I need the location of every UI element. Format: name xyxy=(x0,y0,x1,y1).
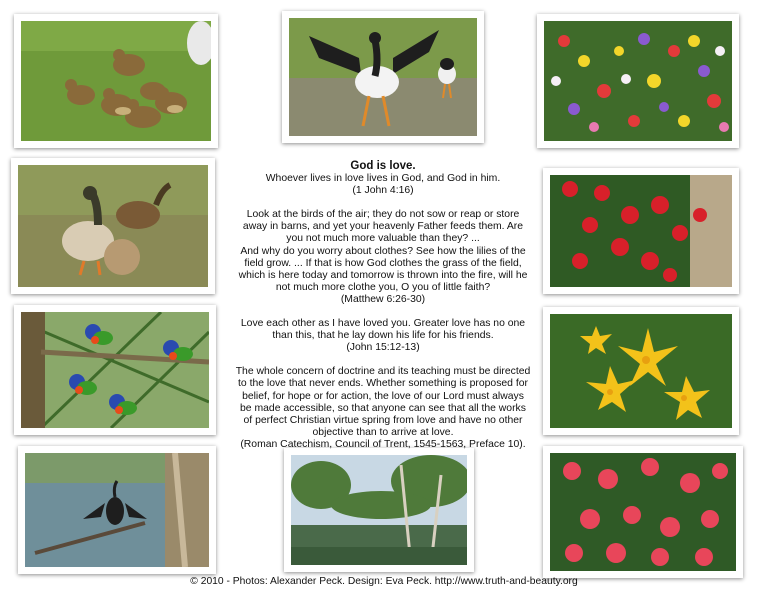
text-line: not much more clothe you, O you of little faith? xyxy=(275,281,491,293)
paragraph-4 xyxy=(224,366,542,451)
photo-ducklings xyxy=(14,14,218,148)
photo-rainbow-lorikeets xyxy=(14,305,216,435)
text-line: Look at the birds of the air; they do not sow or reap or store xyxy=(246,209,520,221)
text-line: to the love that never ends. Whether something is proposed for xyxy=(238,378,528,390)
photo-lake-trees xyxy=(284,448,474,572)
photo-red-flowers xyxy=(543,168,739,294)
text-line: (Roman Catechism, Council of Trent, 1545-1563, Preface 10). xyxy=(240,438,526,450)
photo-pink-flowers xyxy=(543,446,743,578)
text-line: which is here today and tomorrow is thrown into the fire, will he xyxy=(238,269,528,281)
text-line: (Matthew 6:26-30) xyxy=(340,293,426,305)
text-line: you not much more valuable than they? ... xyxy=(286,233,480,245)
text-line: than this, that he lay down his life for his friends. xyxy=(272,330,494,342)
paragraph-3 xyxy=(224,318,542,354)
text-line: of perfect Christian virtue spring from love and have no other xyxy=(243,414,523,426)
paragraph-1 xyxy=(224,173,542,197)
photo-cormorant xyxy=(18,446,216,574)
text-line: away in barns, and yet your heavenly Father feeds them. Are xyxy=(242,221,524,233)
photo-ducks-on-grass xyxy=(11,158,215,294)
photo-magpie-geese xyxy=(282,11,484,143)
text-line: And why do you worry about clothes? See how the lilies of the xyxy=(240,245,526,257)
text-line: (John 15:12-13) xyxy=(346,342,420,354)
text-line: belief, for hope or for action, the love of our Lord must always xyxy=(242,390,524,402)
photo-yellow-lilies xyxy=(543,307,739,435)
scripture-text xyxy=(224,160,542,463)
paragraph-2 xyxy=(224,209,542,306)
text-title: God is love. xyxy=(350,160,416,172)
footer-credits: © 2010 - Photos: Alexander Peck. Design: Eva Peck. http://www.truth-and-beauty.org xyxy=(190,576,578,587)
text-line: Love each other as I have loved you. Greater love has no one xyxy=(240,318,526,330)
text-line: The whole concern of doctrine and its teaching must be directed xyxy=(235,366,531,378)
text-line: (1 John 4:16) xyxy=(352,185,414,197)
text-line: field grow. ... If that is how God clothes the grass of the field, xyxy=(244,257,522,269)
text-line: be made accessible, so that anyone can see that all the works xyxy=(240,402,526,414)
text-line: objective than to arrive at love. xyxy=(312,426,454,438)
photo-flower-garden xyxy=(537,14,739,148)
text-line: Whoever lives in love lives in God, and God in him. xyxy=(265,173,501,185)
